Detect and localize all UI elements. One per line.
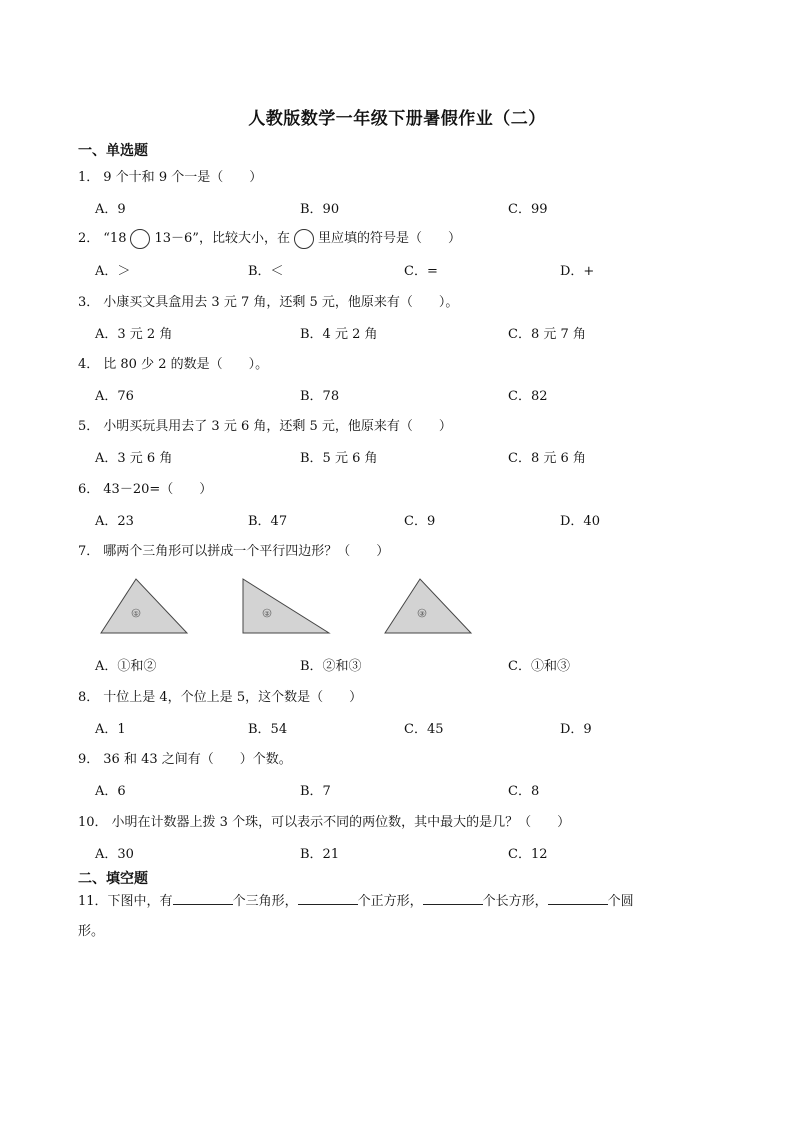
- question-text: 比 80 少 2 的数是（ ）。: [103, 357, 269, 372]
- question-5: [78, 415, 452, 434]
- question-10: [78, 811, 570, 830]
- option-b[interactable]: B．7: [300, 784, 331, 799]
- option-c[interactable]: C．82: [508, 389, 548, 404]
- option-a[interactable]: A．①和②: [95, 659, 157, 674]
- triangle-1: [98, 576, 190, 636]
- blank-circle[interactable]: [294, 229, 314, 249]
- question-text: 小明买玩具用去了 3 元 6 角，还剩 5 元，他原来有（ ）: [103, 419, 452, 434]
- question-text-part: “18: [103, 231, 127, 246]
- option-a[interactable]: A．23: [95, 514, 134, 529]
- answer-blank[interactable]: [548, 890, 608, 905]
- question-number: 3．: [78, 295, 100, 310]
- question-text: 9 个十和 9 个一是（ ）: [103, 170, 263, 185]
- option-b[interactable]: B．78: [300, 389, 340, 404]
- question-8: [78, 686, 362, 705]
- option-a[interactable]: A．76: [95, 389, 134, 404]
- option-a[interactable]: A．30: [95, 847, 134, 862]
- question-text-part: 个正方形，: [357, 894, 423, 909]
- option-a[interactable]: A．＞: [95, 264, 131, 279]
- question-text-part: 个三角形，: [232, 894, 298, 909]
- option-d[interactable]: D．40: [560, 514, 600, 529]
- question-2: [78, 227, 461, 249]
- option-a[interactable]: A．6: [95, 784, 126, 799]
- question-text: 小明在计数器上拨 3 个珠，可以表示不同的两位数，其中最大的是几？（ ）: [111, 815, 571, 830]
- option-c[interactable]: C．①和③: [508, 659, 570, 674]
- option-b[interactable]: B．21: [300, 847, 340, 862]
- option-b[interactable]: B．47: [248, 514, 288, 529]
- question-text: 36 和 43 之间有（ ）个数。: [103, 752, 292, 767]
- question-text-part: 13－6”，比较大小，在: [154, 231, 290, 246]
- question-3: [78, 291, 458, 310]
- blank-circle[interactable]: [130, 229, 150, 249]
- section-single-choice: 一、单选题: [78, 143, 148, 159]
- question-11: [78, 887, 718, 947]
- answer-blank[interactable]: [298, 890, 358, 905]
- option-a[interactable]: A．1: [95, 722, 126, 737]
- option-a[interactable]: A．9: [95, 202, 126, 217]
- question-text-part: 形。: [78, 924, 105, 939]
- question-number: 11．: [78, 894, 108, 909]
- option-d[interactable]: D．9: [560, 722, 592, 737]
- question-text-part: 里应填的符号是（ ）: [317, 231, 461, 246]
- question-6: [78, 478, 212, 497]
- question-9: [78, 748, 292, 767]
- option-b[interactable]: B．5 元 6 角: [300, 451, 378, 466]
- section-fill-in: 二、填空题: [78, 871, 148, 887]
- option-c[interactable]: C．99: [508, 202, 548, 217]
- question-number: 9．: [78, 752, 100, 767]
- option-c[interactable]: C．8: [508, 784, 540, 799]
- question-7: [78, 540, 389, 559]
- option-c[interactable]: C．9: [404, 514, 436, 529]
- option-c[interactable]: C．8 元 6 角: [508, 451, 586, 466]
- question-number: 10．: [78, 815, 108, 830]
- triangle-label: ①: [133, 610, 139, 618]
- triangle-2: [240, 576, 332, 636]
- option-c[interactable]: C．45: [404, 722, 444, 737]
- question-text: 小康买文具盒用去 3 元 7 角，还剩 5 元，他原来有（ ）。: [103, 295, 459, 310]
- question-number: 1．: [78, 170, 100, 185]
- option-b[interactable]: B．＜: [248, 264, 284, 279]
- answer-blank[interactable]: [173, 890, 233, 905]
- option-a[interactable]: A．3 元 6 角: [95, 451, 173, 466]
- option-b[interactable]: B．90: [300, 202, 340, 217]
- question-number: 5．: [78, 419, 100, 434]
- triangle-3: [382, 576, 474, 636]
- triangle-label: ②: [264, 610, 270, 618]
- question-text: 43－20=（ ）: [103, 482, 213, 497]
- option-b[interactable]: B．54: [248, 722, 288, 737]
- page-title: 人教版数学一年级下册暑假作业（二）: [248, 109, 546, 129]
- option-c[interactable]: C．8 元 7 角: [508, 327, 586, 342]
- option-c[interactable]: C．=: [404, 264, 438, 279]
- option-c[interactable]: C．12: [508, 847, 548, 862]
- question-4: [78, 353, 268, 372]
- question-text-part: 下图中，有: [107, 894, 173, 909]
- question-text: 哪两个三角形可以拼成一个平行四边形？（ ）: [103, 544, 390, 559]
- question-1: [78, 166, 262, 185]
- question-text: 十位上是 4，个位上是 5，这个数是（ ）: [103, 690, 363, 705]
- question-text-part: 个圆: [607, 894, 634, 909]
- question-number: 6．: [78, 482, 100, 497]
- option-a[interactable]: A．3 元 2 角: [95, 327, 173, 342]
- question-number: 7．: [78, 544, 100, 559]
- option-b[interactable]: B．4 元 2 角: [300, 327, 378, 342]
- question-text-part: 个长方形，: [482, 894, 548, 909]
- question-number: 4．: [78, 357, 100, 372]
- question-number: 2．: [78, 231, 100, 246]
- answer-blank[interactable]: [423, 890, 483, 905]
- question-number: 8．: [78, 690, 100, 705]
- option-b[interactable]: B．②和③: [300, 659, 362, 674]
- option-d[interactable]: D．+: [560, 264, 595, 279]
- triangle-label: ③: [419, 610, 425, 618]
